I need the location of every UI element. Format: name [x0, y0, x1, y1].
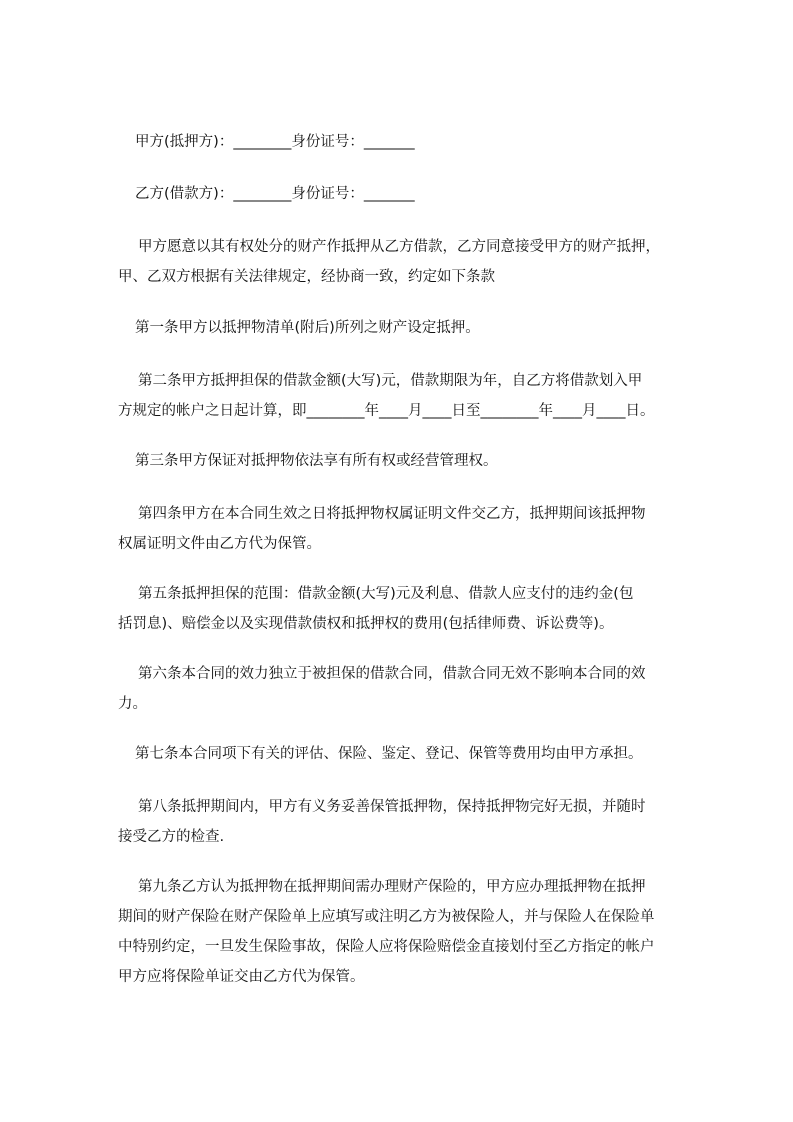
article-2-line-2: 方规定的帐户之日起计算，即________年____月____日至________年____月____日。 — [118, 403, 655, 419]
article-8-line-1: 第八条抵押期间内，甲方有义务妥善保管抵押物，保持抵押物完好无损，并随时 — [138, 799, 646, 815]
article-3-paragraph — [118, 446, 718, 476]
party-b-line — [118, 179, 718, 209]
article-3-text: 第三条甲方保证对抵押物依法享有所有权或经营管理权。 — [135, 453, 498, 469]
party-b-text: 乙方(借款方)：________身份证号：_______ — [135, 186, 415, 202]
party-a-line — [118, 127, 718, 157]
article-2-paragraph — [118, 366, 718, 426]
article-1-paragraph — [118, 313, 718, 343]
article-6-paragraph — [118, 659, 718, 719]
article-5-paragraph — [118, 579, 718, 639]
article-5-line-1: 第五条抵押担保的范围：借款金额(大写)元及利息、借款人应支付的违约金(包 — [138, 586, 634, 602]
article-6-line-1: 第六条本合同的效力独立于被担保的借款合同，借款合同无效不影响本合同的效 — [138, 666, 646, 682]
preamble-line-2: 甲、乙双方根据有关法律规定，经协商一致，约定如下条款 — [118, 269, 495, 285]
article-5-line-2: 括罚息)、赔偿金以及实现借款债权和抵押权的费用(包括律师费、诉讼费等)。 — [118, 616, 614, 632]
article-8-line-2: 接受乙方的检查. — [118, 829, 225, 845]
article-9-line-1: 第九条乙方认为抵押物在抵押期间需办理财产保险的，甲方应办理抵押物在抵押 — [138, 879, 646, 895]
article-8-paragraph — [118, 792, 718, 852]
party-a-text: 甲方(抵押方)：________身份证号：_______ — [135, 134, 415, 150]
preamble-paragraph — [118, 232, 718, 292]
article-4-line-2: 权属证明文件由乙方代为保管。 — [118, 536, 321, 552]
article-9-line-4: 甲方应将保险单证交由乙方代为保管。 — [118, 969, 365, 985]
article-9-line-2: 期间的财产保险在财产保险单上应填写或注明乙方为被保险人，并与保险人在保险单 — [118, 909, 655, 925]
article-1-text: 第一条甲方以抵押物清单(附后)所列之财产设定抵押。 — [135, 320, 480, 336]
article-7-text: 第七条本合同项下有关的评估、保险、鉴定、登记、保管等费用均由甲方承担。 — [135, 746, 643, 762]
article-9-paragraph — [118, 872, 718, 992]
article-7-paragraph — [118, 739, 718, 769]
article-4-line-1: 第四条甲方在本合同生效之日将抵押物权属证明文件交乙方，抵押期间该抵押物 — [138, 506, 646, 522]
article-9-line-3: 中特别约定，一旦发生保险事故，保险人应将保险赔偿金直接划付至乙方指定的帐户 — [118, 939, 655, 955]
article-2-line-1: 第二条甲方抵押担保的借款金额(大写)元，借款期限为年，自乙方将借款划入甲 — [138, 373, 643, 389]
preamble-line-1: 甲方愿意以其有权处分的财产作抵押从乙方借款，乙方同意接受甲方的财产抵押， — [138, 239, 660, 255]
article-6-line-2: 力。 — [118, 696, 147, 712]
article-4-paragraph — [118, 499, 718, 559]
